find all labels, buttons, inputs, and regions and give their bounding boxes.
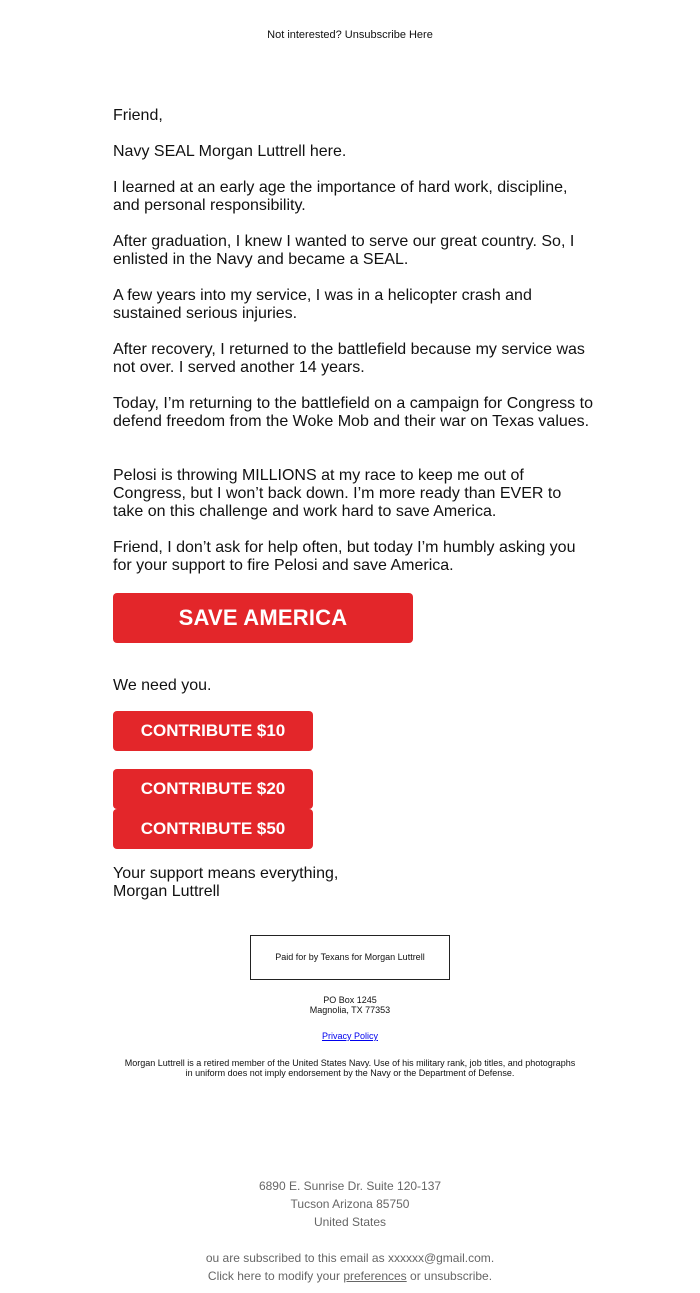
subscriber-email: xxxxxx@gmail.com <box>387 1251 491 1265</box>
po-box-address-line-1: PO Box 1245 <box>323 995 377 1005</box>
modify-suffix[interactable]: or unsubscribe. <box>406 1269 493 1283</box>
paragraph-7: Pelosi is throwing MILLIONS at my race to keep me out of Congress, but I won’t back down. I’m more ready than EVER to take on this challenge and work hard to save America. <box>113 467 562 520</box>
paragraph-3: After graduation, I knew I wanted to serve our great country. So, I enlisted in the Navy and became a SEAL. <box>113 233 575 268</box>
paid-for-box: Paid for by Texans for Morgan Luttrell <box>250 935 450 980</box>
po-box-address-line-2: Magnolia, TX 77353 <box>309 1005 391 1015</box>
modify-preferences-line <box>0 1267 700 1285</box>
paragraph-4: A few years into my service, I was in a helicopter crash and sustained serious injuries. <box>113 287 532 322</box>
unsubscribe-link[interactable]: Not interested? Unsubscribe Here <box>267 29 433 41</box>
paragraph-5: After recovery, I returned to the battlefield because my service was not over. I served another 14 years. <box>113 341 585 376</box>
privacy-row <box>0 1031 700 1041</box>
contribute-10-button[interactable]: CONTRIBUTE $10 <box>113 711 313 751</box>
paragraph-1: Navy SEAL Morgan Luttrell here. <box>113 143 347 160</box>
sender-address-line-2: Tucson Arizona 85750 <box>290 1197 410 1211</box>
privacy-policy-link[interactable]: Privacy Policy <box>321 1031 378 1041</box>
paragraph-2: I learned at an early age the importance of hard work, discipline, and personal responsibility. <box>113 179 568 214</box>
preferences-link[interactable]: preferences <box>343 1269 407 1283</box>
sender-address-line-3: United States <box>313 1215 387 1229</box>
signoff-line-2: Morgan Luttrell <box>113 883 220 900</box>
signoff-line-1: Your support means everything, <box>113 865 339 882</box>
paragraph-6: Today, I’m returning to the battlefield on a campaign for Congress to defend freedom from the Woke Mob and their war on Texas values. <box>113 395 593 430</box>
military-disclaimer: Morgan Luttrell is a retired member of the United States Navy. Use of his military rank, job titles, and photographs in uniform does not imply endorsement by the Navy or the Department of Defense. <box>124 1058 576 1078</box>
subscribed-prefix: ou are subscribed to this email as <box>205 1251 388 1265</box>
modify-prefix: Click here to modify your <box>207 1269 344 1283</box>
contribute-20-button[interactable]: CONTRIBUTE $20 <box>113 769 313 809</box>
subscription-notice <box>0 1249 700 1267</box>
greeting: Friend, <box>113 107 163 124</box>
need-you-text: We need you. <box>113 677 212 694</box>
subscribed-suffix: . <box>490 1251 495 1265</box>
contribute-50-button[interactable]: CONTRIBUTE $50 <box>113 809 313 849</box>
paragraph-8: Friend, I don’t ask for help often, but today I’m humbly asking you for your support to fire Pelosi and save America. <box>113 539 576 574</box>
sender-address-line-1: 6890 E. Sunrise Dr. Suite 120-137 <box>258 1179 442 1193</box>
save-america-button[interactable]: SAVE AMERICA <box>113 593 413 643</box>
